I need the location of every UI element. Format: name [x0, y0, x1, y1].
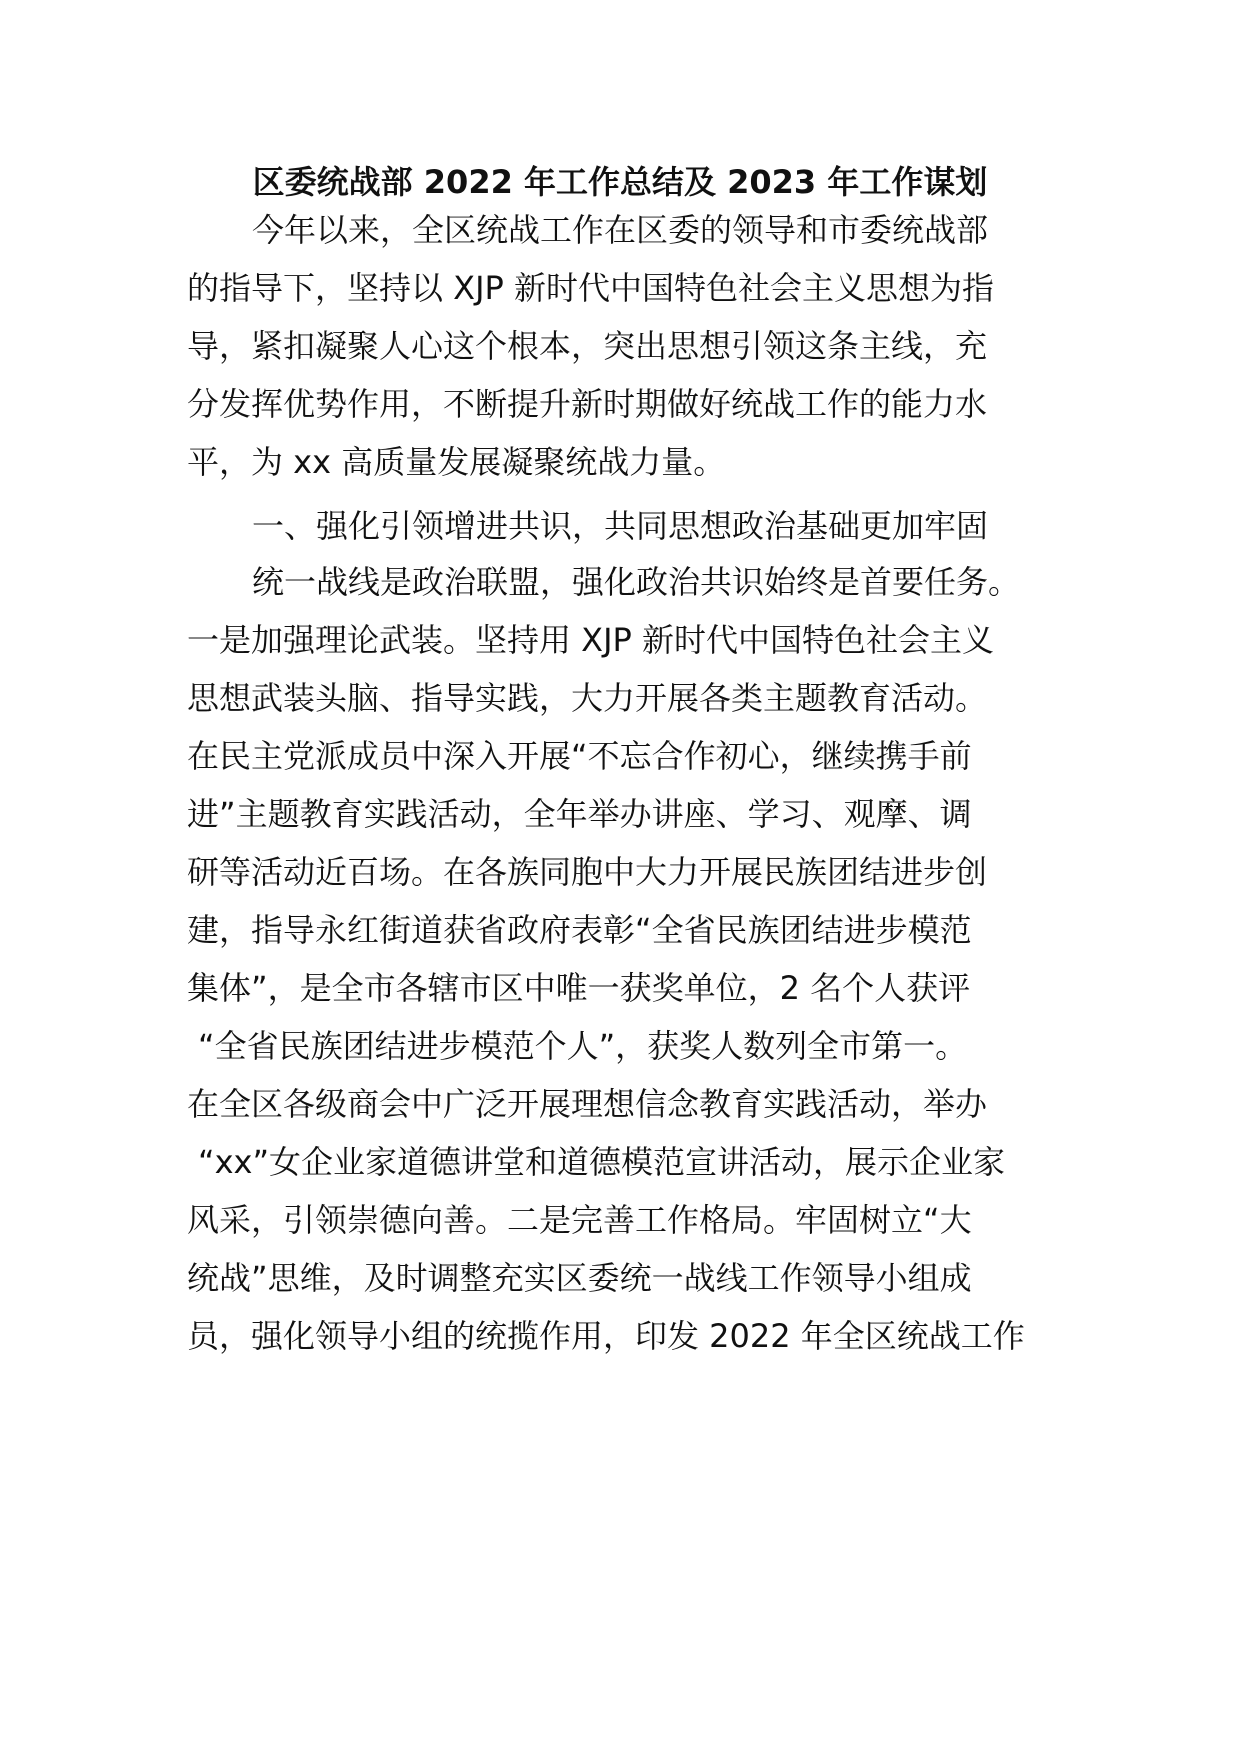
paragraph-line: 平，为 xx 高质量发展凝聚统战力量。 [187, 443, 726, 481]
paragraph-line: 建，指导永红街道获省政府表彰“全省民族团结进步模范 [187, 911, 972, 949]
paragraph-line: 统战”思维，及时调整充实区委统一战线工作领导小组成 [187, 1259, 972, 1297]
paragraph-line: 分发挥优势作用，不断提升新时期做好统战工作的能力水 [187, 385, 988, 423]
paragraph-line: 一是加强理论武装。坚持用 XJP 新时代中国特色社会主义 [187, 621, 995, 659]
paragraph-line: 员，强化领导小组的统揽作用，印发 2022 年全区统战工作 [187, 1317, 1025, 1355]
paragraph-line: 思想武装头脑、指导实践，大力开展各类主题教育活动。 [187, 679, 988, 717]
paragraph-line: “xx”女企业家道德讲堂和道德模范宣讲活动，展示企业家 [198, 1143, 1006, 1181]
paragraph-line: 进”主题教育实践活动，全年举办讲座、学习、观摩、调 [187, 795, 972, 833]
paragraph-line: 在全区各级商会中广泛开展理想信念教育实践活动，举办 [187, 1085, 988, 1123]
paragraph-line: 今年以来，全区统战工作在区委的领导和市委统战部 [252, 211, 989, 249]
paragraph-line: 在民主党派成员中深入开展“不忘合作初心，继续携手前 [187, 737, 972, 775]
paragraph-line: 研等活动近百场。在各族同胞中大力开展民族团结进步创 [187, 853, 988, 891]
paragraph-line: 集体”，是全市各辖市区中唯一获奖单位，2 名个人获评 [187, 969, 971, 1007]
paragraph-line: 的指导下，坚持以 XJP 新时代中国特色社会主义思想为指 [187, 269, 995, 307]
paragraph-line: 统一战线是政治联盟，强化政治共识始终是首要任务。 [252, 563, 1021, 601]
paragraph-line: 风采，引领崇德向善。二是完善工作格局。牢固树立“大 [187, 1201, 972, 1239]
section-heading: 一、强化引领增进共识，共同思想政治基础更加牢固 [252, 507, 989, 545]
paragraph-line: 导，紧扣凝聚人心这个根本，突出思想引领这条主线，充 [187, 327, 988, 365]
paragraph-line: “全省民族团结进步模范个人”，获奖人数列全市第一。 [198, 1027, 968, 1065]
document-title: 区委统战部 2022 年工作总结及 2023 年工作谋划 [252, 163, 988, 201]
